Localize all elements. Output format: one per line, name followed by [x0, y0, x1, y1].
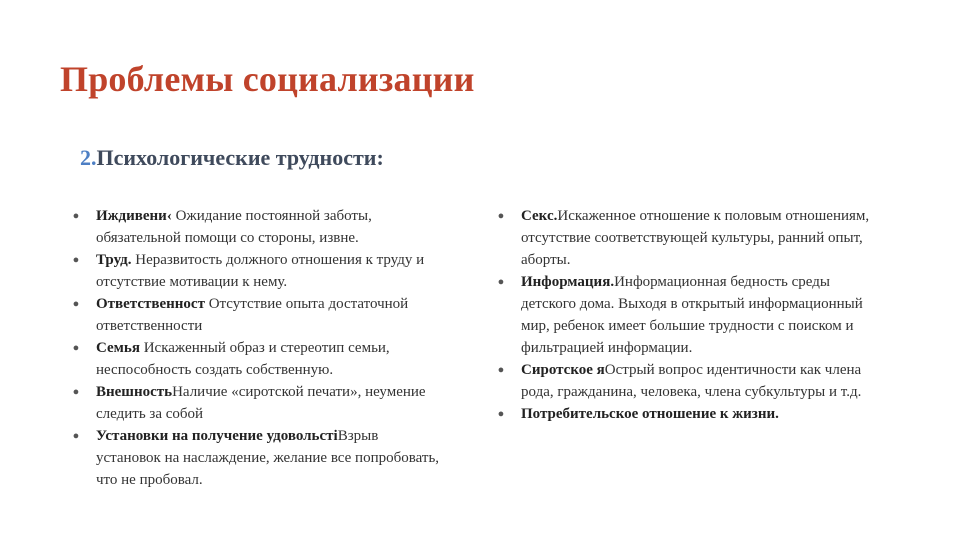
list-item [70, 205, 445, 249]
bullet-icon: ● [72, 254, 80, 266]
bullet-icon: ● [72, 430, 80, 442]
item-term: Секс. [521, 208, 558, 224]
subtitle-text: Психологические трудности: [96, 145, 384, 170]
list-item [495, 271, 870, 359]
item-term: Труд. [96, 252, 132, 268]
bullet-icon: ● [72, 342, 80, 354]
bullet-icon: ● [72, 386, 80, 398]
item-term: Семья [96, 340, 140, 356]
left-bullet-list [70, 205, 445, 491]
bullet-icon: ● [72, 210, 80, 222]
list-item [70, 381, 445, 425]
item-term: Установки на получение удовольсті [96, 428, 338, 444]
list-item [70, 337, 445, 381]
item-text: Ожидание постоянной заботы, обязательной помощи со стороны, извне. [96, 208, 372, 246]
item-term: Ответственност [96, 296, 205, 312]
item-text: Наличие «сиротской печати», неумение следить за собой [96, 384, 426, 422]
item-text: Взрыв установок на наслаждение, желание все попробовать, что не пробовал. [96, 428, 440, 488]
list-item [495, 359, 870, 403]
item-term: Потребительское отношение к жизни. [521, 406, 779, 422]
list-item [495, 205, 870, 271]
item-text: Неразвитость должного отношения к труду и отсутствие мотивации к нему. [96, 252, 425, 290]
item-text: Информационная бедность среды детского дома. Выходя в открытый информационный мир, ребенок имеет большие трудности с поиском и фильтрацией информации. [521, 274, 863, 356]
item-text: Искаженный образ и стереотип семьи, неспособность создать собственную. [96, 340, 390, 378]
bullet-icon: ● [497, 276, 505, 288]
item-term: Сиротское я [521, 362, 605, 378]
item-text: Отсутствие опыта достаточной ответственности [96, 296, 409, 334]
item-term: Внешность [96, 384, 173, 400]
list-item [70, 425, 445, 491]
right-bullet-list [495, 205, 870, 425]
slide-title: Проблемы социализации [60, 59, 475, 99]
slide-subtitle [80, 145, 384, 171]
bullet-icon: ● [497, 210, 505, 222]
subtitle-number: 2. [80, 145, 97, 170]
list-item [495, 403, 870, 425]
list-item [70, 249, 445, 293]
bullet-icon: ● [497, 408, 505, 420]
list-item [70, 293, 445, 337]
bullet-icon: ● [72, 298, 80, 310]
bullet-icon: ● [497, 364, 505, 376]
item-text: Острый вопрос идентичности как члена рода, гражданина, человека, члена субкультуры и т.д. [521, 362, 862, 400]
item-term: Иждивени‹ [96, 208, 172, 224]
item-term: Информация. [521, 274, 615, 290]
item-text: Искаженное отношение к половым отношениям, отсутствие соответствующей культуры, ранний опыт, аборты. [521, 208, 870, 268]
